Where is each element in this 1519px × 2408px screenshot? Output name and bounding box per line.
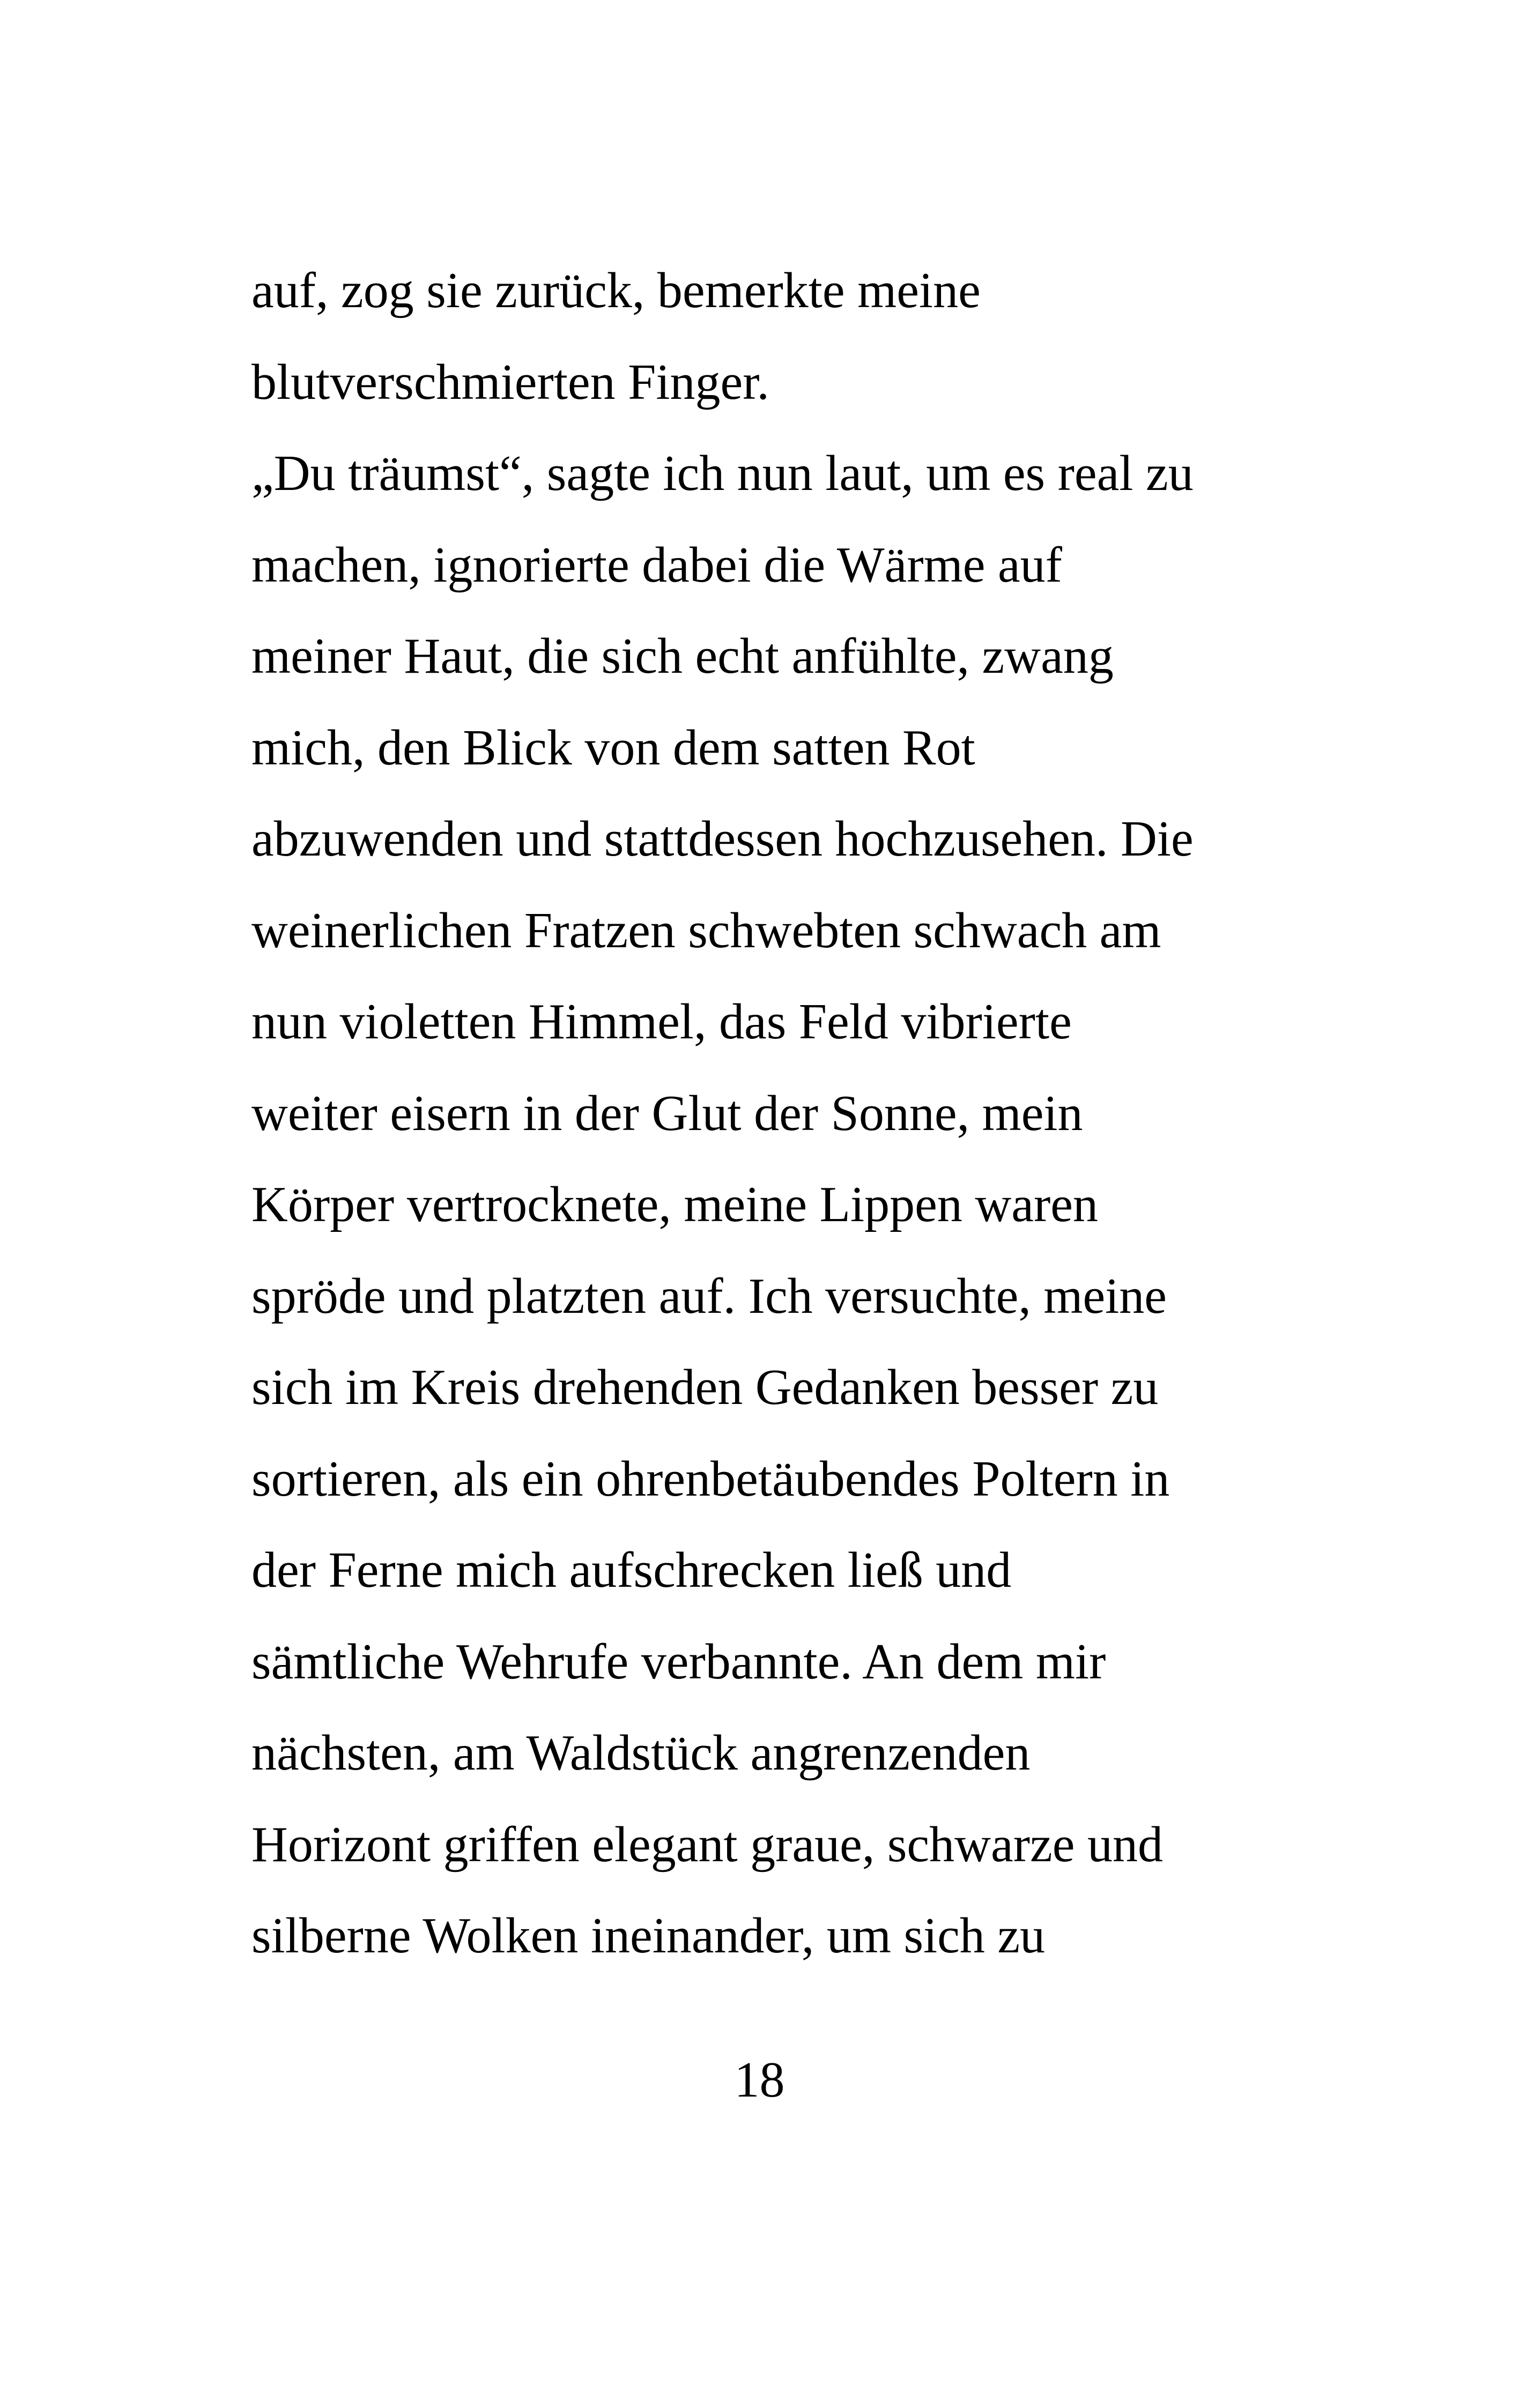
text-line: abzuwenden und stattdessen hochzusehen. Die [251,811,1194,867]
text-line: spröde und platzten auf. Ich versuchte, meine [251,1268,1167,1324]
text-line: auf, zog sie zurück, bemerkte meine [251,263,981,318]
text-line: Körper vertrocknete, meine Lippen waren [251,1177,1098,1232]
text-line: blutverschmierten Finger. [251,354,769,410]
text-line: sortieren, als ein ohrenbetäubendes Poltern in [251,1451,1170,1507]
text-line: Horizont griffen elegant graue, schwarze und [251,1816,1163,1872]
text-line: nun violetten Himmel, das Feld vibrierte [251,994,1072,1050]
text-line: sich im Kreis drehenden Gedanken besser zu [251,1359,1159,1415]
text-line: silberne Wolken ineinander, um sich zu [251,1908,1046,1964]
text-line: sämtliche Wehrufe verbannte. An dem mir [251,1633,1106,1690]
text-line: mich, den Blick von dem satten Rot [251,719,975,776]
page-number: 18 [734,2052,785,2108]
body-text [251,245,1324,1982]
text-line: der Ferne mich aufschrecken ließ und [251,1542,1012,1598]
text-line: meiner Haut, die sich echt anfühlte, zwang [251,628,1114,684]
text-line: nächsten, am Waldstück angrenzenden [251,1725,1031,1781]
text-line: „Du träumst“, sagte ich nun laut, um es real zu [251,445,1194,501]
text-line: machen, ignorierte dabei die Wärme auf [251,537,1062,593]
text-line: weiter eisern in der Glut der Sonne, mein [251,1085,1083,1141]
text-line: weinerlichen Fratzen schwebten schwach am [251,902,1161,958]
